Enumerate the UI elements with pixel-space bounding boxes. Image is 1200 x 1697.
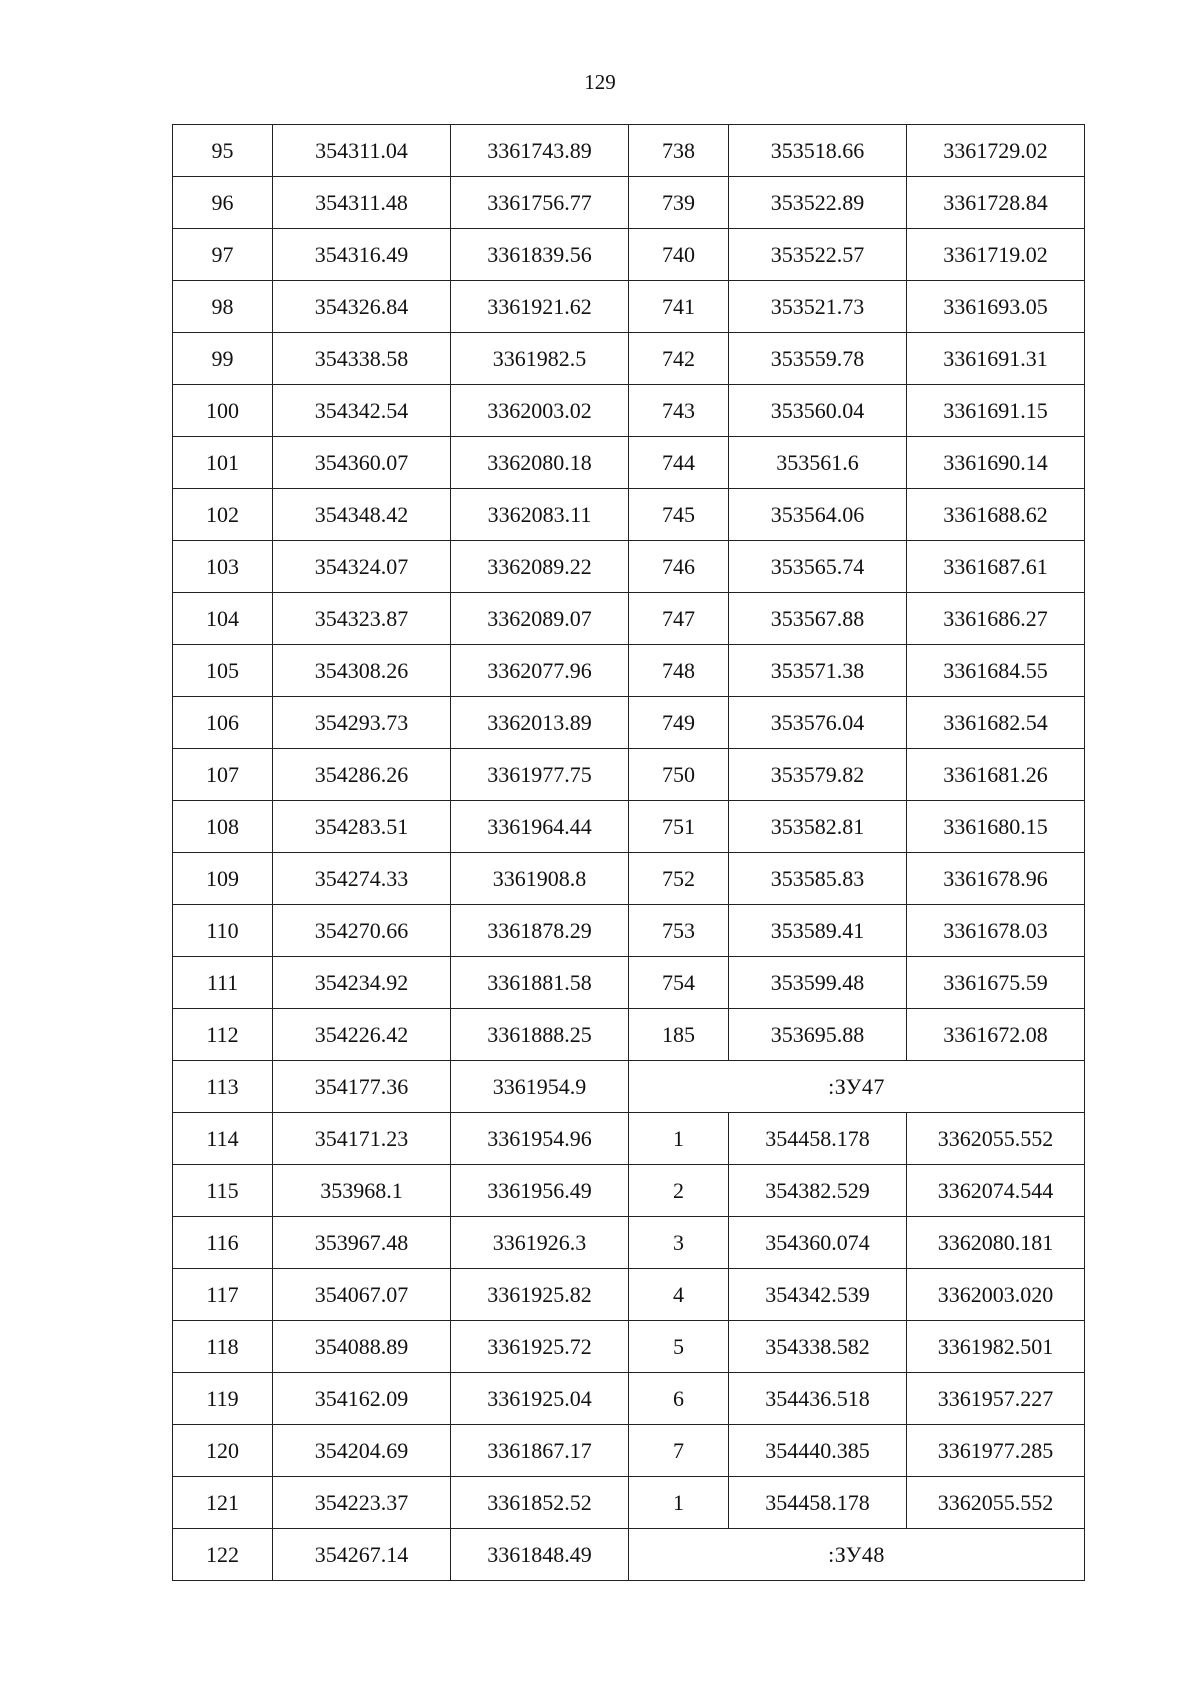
left-y-coordinate-cell: 3361954.96 (451, 1113, 629, 1165)
left-x-coordinate-cell: 353967.48 (273, 1217, 451, 1269)
right-y-coordinate-cell: 3361977.285 (907, 1425, 1085, 1477)
table-row (173, 1425, 1085, 1477)
right-point-number-cell: 741 (629, 281, 729, 333)
table-row (173, 1217, 1085, 1269)
right-point-number-cell: 6 (629, 1373, 729, 1425)
table-row (173, 1321, 1085, 1373)
left-x-coordinate-cell: 354342.54 (273, 385, 451, 437)
left-point-number-cell: 96 (173, 177, 273, 229)
table-row (173, 1009, 1085, 1061)
right-point-number-cell: 749 (629, 697, 729, 749)
right-x-coordinate-cell: 353521.73 (729, 281, 907, 333)
left-y-coordinate-cell: 3361867.17 (451, 1425, 629, 1477)
table-row (173, 1529, 1085, 1581)
left-y-coordinate-cell: 3361926.3 (451, 1217, 629, 1269)
right-point-number-cell: 747 (629, 593, 729, 645)
right-point-number-cell: 745 (629, 489, 729, 541)
left-x-coordinate-cell: 354162.09 (273, 1373, 451, 1425)
left-x-coordinate-cell: 354323.87 (273, 593, 451, 645)
right-point-number-cell: 753 (629, 905, 729, 957)
right-y-coordinate-cell: 3362080.181 (907, 1217, 1085, 1269)
right-x-coordinate-cell: 354382.529 (729, 1165, 907, 1217)
right-y-coordinate-cell: 3361675.59 (907, 957, 1085, 1009)
table-row (173, 1165, 1085, 1217)
right-x-coordinate-cell: 354436.518 (729, 1373, 907, 1425)
left-x-coordinate-cell: 353968.1 (273, 1165, 451, 1217)
left-point-number-cell: 122 (173, 1529, 273, 1581)
right-y-coordinate-cell: 3361982.501 (907, 1321, 1085, 1373)
right-point-number-cell: 2 (629, 1165, 729, 1217)
left-y-coordinate-cell: 3361756.77 (451, 177, 629, 229)
left-x-coordinate-cell: 354270.66 (273, 905, 451, 957)
right-x-coordinate-cell: 353585.83 (729, 853, 907, 905)
right-y-coordinate-cell: 3361684.55 (907, 645, 1085, 697)
table-row (173, 1269, 1085, 1321)
right-x-coordinate-cell: 353576.04 (729, 697, 907, 749)
right-x-coordinate-cell: 354360.074 (729, 1217, 907, 1269)
left-point-number-cell: 121 (173, 1477, 273, 1529)
right-y-coordinate-cell: 3361688.62 (907, 489, 1085, 541)
left-x-coordinate-cell: 354311.48 (273, 177, 451, 229)
left-y-coordinate-cell: 3361878.29 (451, 905, 629, 957)
right-y-coordinate-cell: 3361678.03 (907, 905, 1085, 957)
right-point-number-cell: 3 (629, 1217, 729, 1269)
left-y-coordinate-cell: 3361908.8 (451, 853, 629, 905)
table-row (173, 749, 1085, 801)
left-point-number-cell: 116 (173, 1217, 273, 1269)
left-y-coordinate-cell: 3361743.89 (451, 125, 629, 177)
left-point-number-cell: 101 (173, 437, 273, 489)
page-number: 129 (584, 70, 616, 94)
left-point-number-cell: 113 (173, 1061, 273, 1113)
left-point-number-cell: 95 (173, 125, 273, 177)
right-point-number-cell: 744 (629, 437, 729, 489)
right-y-coordinate-cell: 3361678.96 (907, 853, 1085, 905)
right-point-number-cell: 1 (629, 1477, 729, 1529)
right-y-coordinate-cell: 3361728.84 (907, 177, 1085, 229)
left-point-number-cell: 119 (173, 1373, 273, 1425)
right-x-coordinate-cell: 353599.48 (729, 957, 907, 1009)
right-y-coordinate-cell: 3361686.27 (907, 593, 1085, 645)
table-row (173, 593, 1085, 645)
right-x-coordinate-cell: 354338.582 (729, 1321, 907, 1373)
table-row (173, 957, 1085, 1009)
left-x-coordinate-cell: 354234.92 (273, 957, 451, 1009)
right-x-coordinate-cell: 353561.6 (729, 437, 907, 489)
left-y-coordinate-cell: 3362003.02 (451, 385, 629, 437)
left-x-coordinate-cell: 354326.84 (273, 281, 451, 333)
table-row (173, 697, 1085, 749)
right-point-number-cell: 740 (629, 229, 729, 281)
right-y-coordinate-cell: 3361682.54 (907, 697, 1085, 749)
section-header-cell: :ЗУ48 (629, 1529, 1085, 1581)
left-y-coordinate-cell: 3361921.62 (451, 281, 629, 333)
right-point-number-cell: 5 (629, 1321, 729, 1373)
right-point-number-cell: 748 (629, 645, 729, 697)
right-point-number-cell: 739 (629, 177, 729, 229)
right-x-coordinate-cell: 353518.66 (729, 125, 907, 177)
right-point-number-cell: 743 (629, 385, 729, 437)
table-row (173, 125, 1085, 177)
left-x-coordinate-cell: 354286.26 (273, 749, 451, 801)
table-row (173, 1477, 1085, 1529)
right-x-coordinate-cell: 353559.78 (729, 333, 907, 385)
right-y-coordinate-cell: 3361693.05 (907, 281, 1085, 333)
table-row (173, 541, 1085, 593)
right-x-coordinate-cell: 353522.57 (729, 229, 907, 281)
right-x-coordinate-cell: 353582.81 (729, 801, 907, 853)
table-row (173, 1061, 1085, 1113)
right-y-coordinate-cell: 3361729.02 (907, 125, 1085, 177)
left-x-coordinate-cell: 354283.51 (273, 801, 451, 853)
left-x-coordinate-cell: 354348.42 (273, 489, 451, 541)
left-y-coordinate-cell: 3362089.22 (451, 541, 629, 593)
left-x-coordinate-cell: 354223.37 (273, 1477, 451, 1529)
right-x-coordinate-cell: 353579.82 (729, 749, 907, 801)
left-x-coordinate-cell: 354308.26 (273, 645, 451, 697)
left-x-coordinate-cell: 354360.07 (273, 437, 451, 489)
table-row (173, 489, 1085, 541)
left-y-coordinate-cell: 3361954.9 (451, 1061, 629, 1113)
right-x-coordinate-cell: 354458.178 (729, 1113, 907, 1165)
left-x-coordinate-cell: 354311.04 (273, 125, 451, 177)
table-row (173, 645, 1085, 697)
right-y-coordinate-cell: 3362074.544 (907, 1165, 1085, 1217)
left-x-coordinate-cell: 354177.36 (273, 1061, 451, 1113)
left-point-number-cell: 108 (173, 801, 273, 853)
right-x-coordinate-cell: 353522.89 (729, 177, 907, 229)
right-x-coordinate-cell: 353565.74 (729, 541, 907, 593)
left-x-coordinate-cell: 354324.07 (273, 541, 451, 593)
right-x-coordinate-cell: 353560.04 (729, 385, 907, 437)
right-y-coordinate-cell: 3361681.26 (907, 749, 1085, 801)
left-y-coordinate-cell: 3361925.72 (451, 1321, 629, 1373)
right-x-coordinate-cell: 353567.88 (729, 593, 907, 645)
right-point-number-cell: 7 (629, 1425, 729, 1477)
right-x-coordinate-cell: 353695.88 (729, 1009, 907, 1061)
left-y-coordinate-cell: 3361925.04 (451, 1373, 629, 1425)
left-y-coordinate-cell: 3361982.5 (451, 333, 629, 385)
right-point-number-cell: 751 (629, 801, 729, 853)
coordinates-table (172, 124, 1085, 1581)
right-x-coordinate-cell: 353571.38 (729, 645, 907, 697)
left-y-coordinate-cell: 3361848.49 (451, 1529, 629, 1581)
left-point-number-cell: 117 (173, 1269, 273, 1321)
left-y-coordinate-cell: 3361977.75 (451, 749, 629, 801)
table-row (173, 333, 1085, 385)
left-x-coordinate-cell: 354274.33 (273, 853, 451, 905)
left-y-coordinate-cell: 3361839.56 (451, 229, 629, 281)
table-row (173, 177, 1085, 229)
left-y-coordinate-cell: 3362080.18 (451, 437, 629, 489)
left-y-coordinate-cell: 3361956.49 (451, 1165, 629, 1217)
left-y-coordinate-cell: 3362089.07 (451, 593, 629, 645)
right-y-coordinate-cell: 3361719.02 (907, 229, 1085, 281)
table-row (173, 229, 1085, 281)
left-x-coordinate-cell: 354171.23 (273, 1113, 451, 1165)
coordinates-table-body (173, 125, 1085, 1581)
left-point-number-cell: 114 (173, 1113, 273, 1165)
right-y-coordinate-cell: 3361690.14 (907, 437, 1085, 489)
left-point-number-cell: 104 (173, 593, 273, 645)
left-y-coordinate-cell: 3362077.96 (451, 645, 629, 697)
left-x-coordinate-cell: 354067.07 (273, 1269, 451, 1321)
left-point-number-cell: 98 (173, 281, 273, 333)
right-x-coordinate-cell: 354440.385 (729, 1425, 907, 1477)
left-y-coordinate-cell: 3361888.25 (451, 1009, 629, 1061)
right-y-coordinate-cell: 3362003.020 (907, 1269, 1085, 1321)
right-point-number-cell: 752 (629, 853, 729, 905)
table-row (173, 853, 1085, 905)
left-x-coordinate-cell: 354226.42 (273, 1009, 451, 1061)
right-point-number-cell: 746 (629, 541, 729, 593)
right-x-coordinate-cell: 354458.178 (729, 1477, 907, 1529)
right-y-coordinate-cell: 3362055.552 (907, 1113, 1085, 1165)
left-x-coordinate-cell: 354338.58 (273, 333, 451, 385)
left-point-number-cell: 106 (173, 697, 273, 749)
left-point-number-cell: 105 (173, 645, 273, 697)
right-y-coordinate-cell: 3361691.15 (907, 385, 1085, 437)
left-x-coordinate-cell: 354293.73 (273, 697, 451, 749)
right-y-coordinate-cell: 3361672.08 (907, 1009, 1085, 1061)
left-point-number-cell: 109 (173, 853, 273, 905)
left-point-number-cell: 103 (173, 541, 273, 593)
left-y-coordinate-cell: 3361881.58 (451, 957, 629, 1009)
right-point-number-cell: 742 (629, 333, 729, 385)
table-row (173, 905, 1085, 957)
right-point-number-cell: 754 (629, 957, 729, 1009)
right-y-coordinate-cell: 3361687.61 (907, 541, 1085, 593)
left-point-number-cell: 111 (173, 957, 273, 1009)
left-point-number-cell: 100 (173, 385, 273, 437)
table-row (173, 801, 1085, 853)
left-y-coordinate-cell: 3362083.11 (451, 489, 629, 541)
left-point-number-cell: 118 (173, 1321, 273, 1373)
left-x-coordinate-cell: 354267.14 (273, 1529, 451, 1581)
left-y-coordinate-cell: 3361925.82 (451, 1269, 629, 1321)
table-row (173, 1113, 1085, 1165)
right-point-number-cell: 1 (629, 1113, 729, 1165)
left-x-coordinate-cell: 354204.69 (273, 1425, 451, 1477)
right-y-coordinate-cell: 3362055.552 (907, 1477, 1085, 1529)
right-point-number-cell: 185 (629, 1009, 729, 1061)
table-row (173, 1373, 1085, 1425)
left-point-number-cell: 115 (173, 1165, 273, 1217)
left-point-number-cell: 110 (173, 905, 273, 957)
right-point-number-cell: 4 (629, 1269, 729, 1321)
section-header-cell: :ЗУ47 (629, 1061, 1085, 1113)
left-point-number-cell: 107 (173, 749, 273, 801)
table-row (173, 385, 1085, 437)
right-point-number-cell: 750 (629, 749, 729, 801)
right-x-coordinate-cell: 353589.41 (729, 905, 907, 957)
left-point-number-cell: 99 (173, 333, 273, 385)
left-point-number-cell: 112 (173, 1009, 273, 1061)
left-point-number-cell: 97 (173, 229, 273, 281)
right-x-coordinate-cell: 354342.539 (729, 1269, 907, 1321)
left-y-coordinate-cell: 3361964.44 (451, 801, 629, 853)
left-point-number-cell: 102 (173, 489, 273, 541)
left-y-coordinate-cell: 3361852.52 (451, 1477, 629, 1529)
right-point-number-cell: 738 (629, 125, 729, 177)
right-y-coordinate-cell: 3361957.227 (907, 1373, 1085, 1425)
right-y-coordinate-cell: 3361691.31 (907, 333, 1085, 385)
table-row (173, 437, 1085, 489)
left-point-number-cell: 120 (173, 1425, 273, 1477)
right-x-coordinate-cell: 353564.06 (729, 489, 907, 541)
left-y-coordinate-cell: 3362013.89 (451, 697, 629, 749)
table-row (173, 281, 1085, 333)
right-y-coordinate-cell: 3361680.15 (907, 801, 1085, 853)
left-x-coordinate-cell: 354316.49 (273, 229, 451, 281)
left-x-coordinate-cell: 354088.89 (273, 1321, 451, 1373)
